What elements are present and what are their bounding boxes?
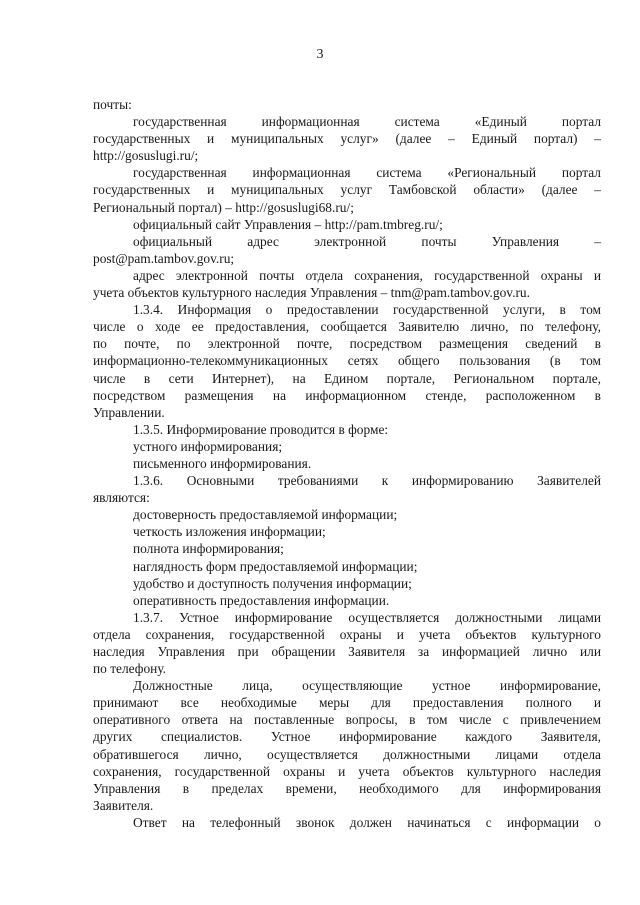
text-line: Ответ на телефонный звонок должен начинаться с информации о — [133, 814, 601, 830]
text-line: числе в сети Интернет), на Едином портале, Региональном портале, — [93, 370, 601, 386]
text-line: информационно-телекоммуникационных сетях общего пользования (в том — [93, 353, 601, 369]
text-line: государственная информационная система «Региональный портал — [133, 165, 601, 181]
text-line: принимают все необходимые меры для предоставления полного и — [93, 695, 601, 711]
text-line: посредством размещения на информационном стенде, расположенном в — [93, 387, 601, 403]
text-line: 1.3.5. Информирование проводится в форме: — [133, 421, 389, 437]
text-line: учета объектов культурного наследия Управления – tnm@pam.tambov.gov.ru. — [93, 285, 530, 301]
text-line: четкость изложения информации; — [133, 524, 326, 540]
text-line: 1.3.7. Устное информирование осуществляется должностными лицами — [133, 609, 601, 625]
text-line: официальный адрес электронной почты Управления – — [133, 233, 601, 249]
text-line: оперативность предоставления информации. — [133, 592, 390, 608]
text-line: полнота информирования; — [133, 541, 284, 557]
text-line: Управления в пределах времени, необходимого для информирования — [93, 780, 601, 796]
text-line: государственных и муниципальных услуг Тамбовской области» (далее – — [93, 182, 601, 198]
text-line: наследия Управления при обращении Заявителя за информацией лично или — [93, 644, 601, 659]
text-line: официальный сайт Управления – http://pam.tmbreg.ru/; — [133, 216, 443, 232]
text-line: числе о ходе ее предоставления, сообщается Заявителю лично, по телефону, — [93, 319, 601, 335]
text-line: являются: — [93, 490, 150, 506]
text-line: достоверность предоставляемой информации; — [133, 507, 398, 523]
text-line: наглядность форм предоставляемой информации; — [133, 558, 418, 574]
text-line: удобство и доступность получения информации; — [133, 575, 412, 591]
text-line: 1.3.6. Основными требованиями к информированию Заявителей — [133, 473, 601, 489]
text-line: обратившегося лично, осуществляется должностными лицами отдела — [93, 746, 601, 762]
text-line: 1.3.4. Информация о предоставлении государственной услуги, в том — [133, 302, 601, 318]
text-line: других специалистов. Устное информирование каждого Заявителя, — [93, 729, 601, 745]
text-line: сохранения, государственной охраны и учета объектов культурного наследия — [93, 763, 601, 779]
text-line: почты: — [93, 97, 132, 112]
text-line: оперативного ответа на поставленные вопросы, в том числе с привлечением — [93, 712, 601, 728]
text-line: Региональный портал) – http://gosuslugi68.ru/; — [93, 199, 354, 215]
text-line: адрес электронной почты отдела сохранения, государственной охраны и — [133, 267, 601, 283]
text-line: государственная информационная система «Единый портал — [133, 114, 601, 130]
text-line: Заявителя. — [93, 797, 154, 813]
text-line: по почте, по электронной почте, посредством размещения сведений в — [93, 336, 601, 352]
text-line: Управлении. — [93, 404, 165, 420]
text-line: отдела сохранения, государственной охраны и учета объектов культурного — [93, 626, 601, 642]
text-line: письменного информирования. — [133, 455, 312, 471]
text-line: государственных и муниципальных услуг» (далее – Единый портал) – — [93, 131, 601, 147]
page-number: 3 — [316, 47, 324, 62]
text-line: устного информирования; — [133, 438, 283, 454]
text-line: по телефону. — [93, 661, 167, 677]
text-line: http://gosuslugi.ru/; — [93, 148, 199, 164]
body-text — [93, 96, 601, 831]
text-line: post@pam.tambov.gov.ru; — [93, 250, 235, 266]
text-line: Должностные лица, осуществляющие устное информирование, — [133, 678, 601, 694]
